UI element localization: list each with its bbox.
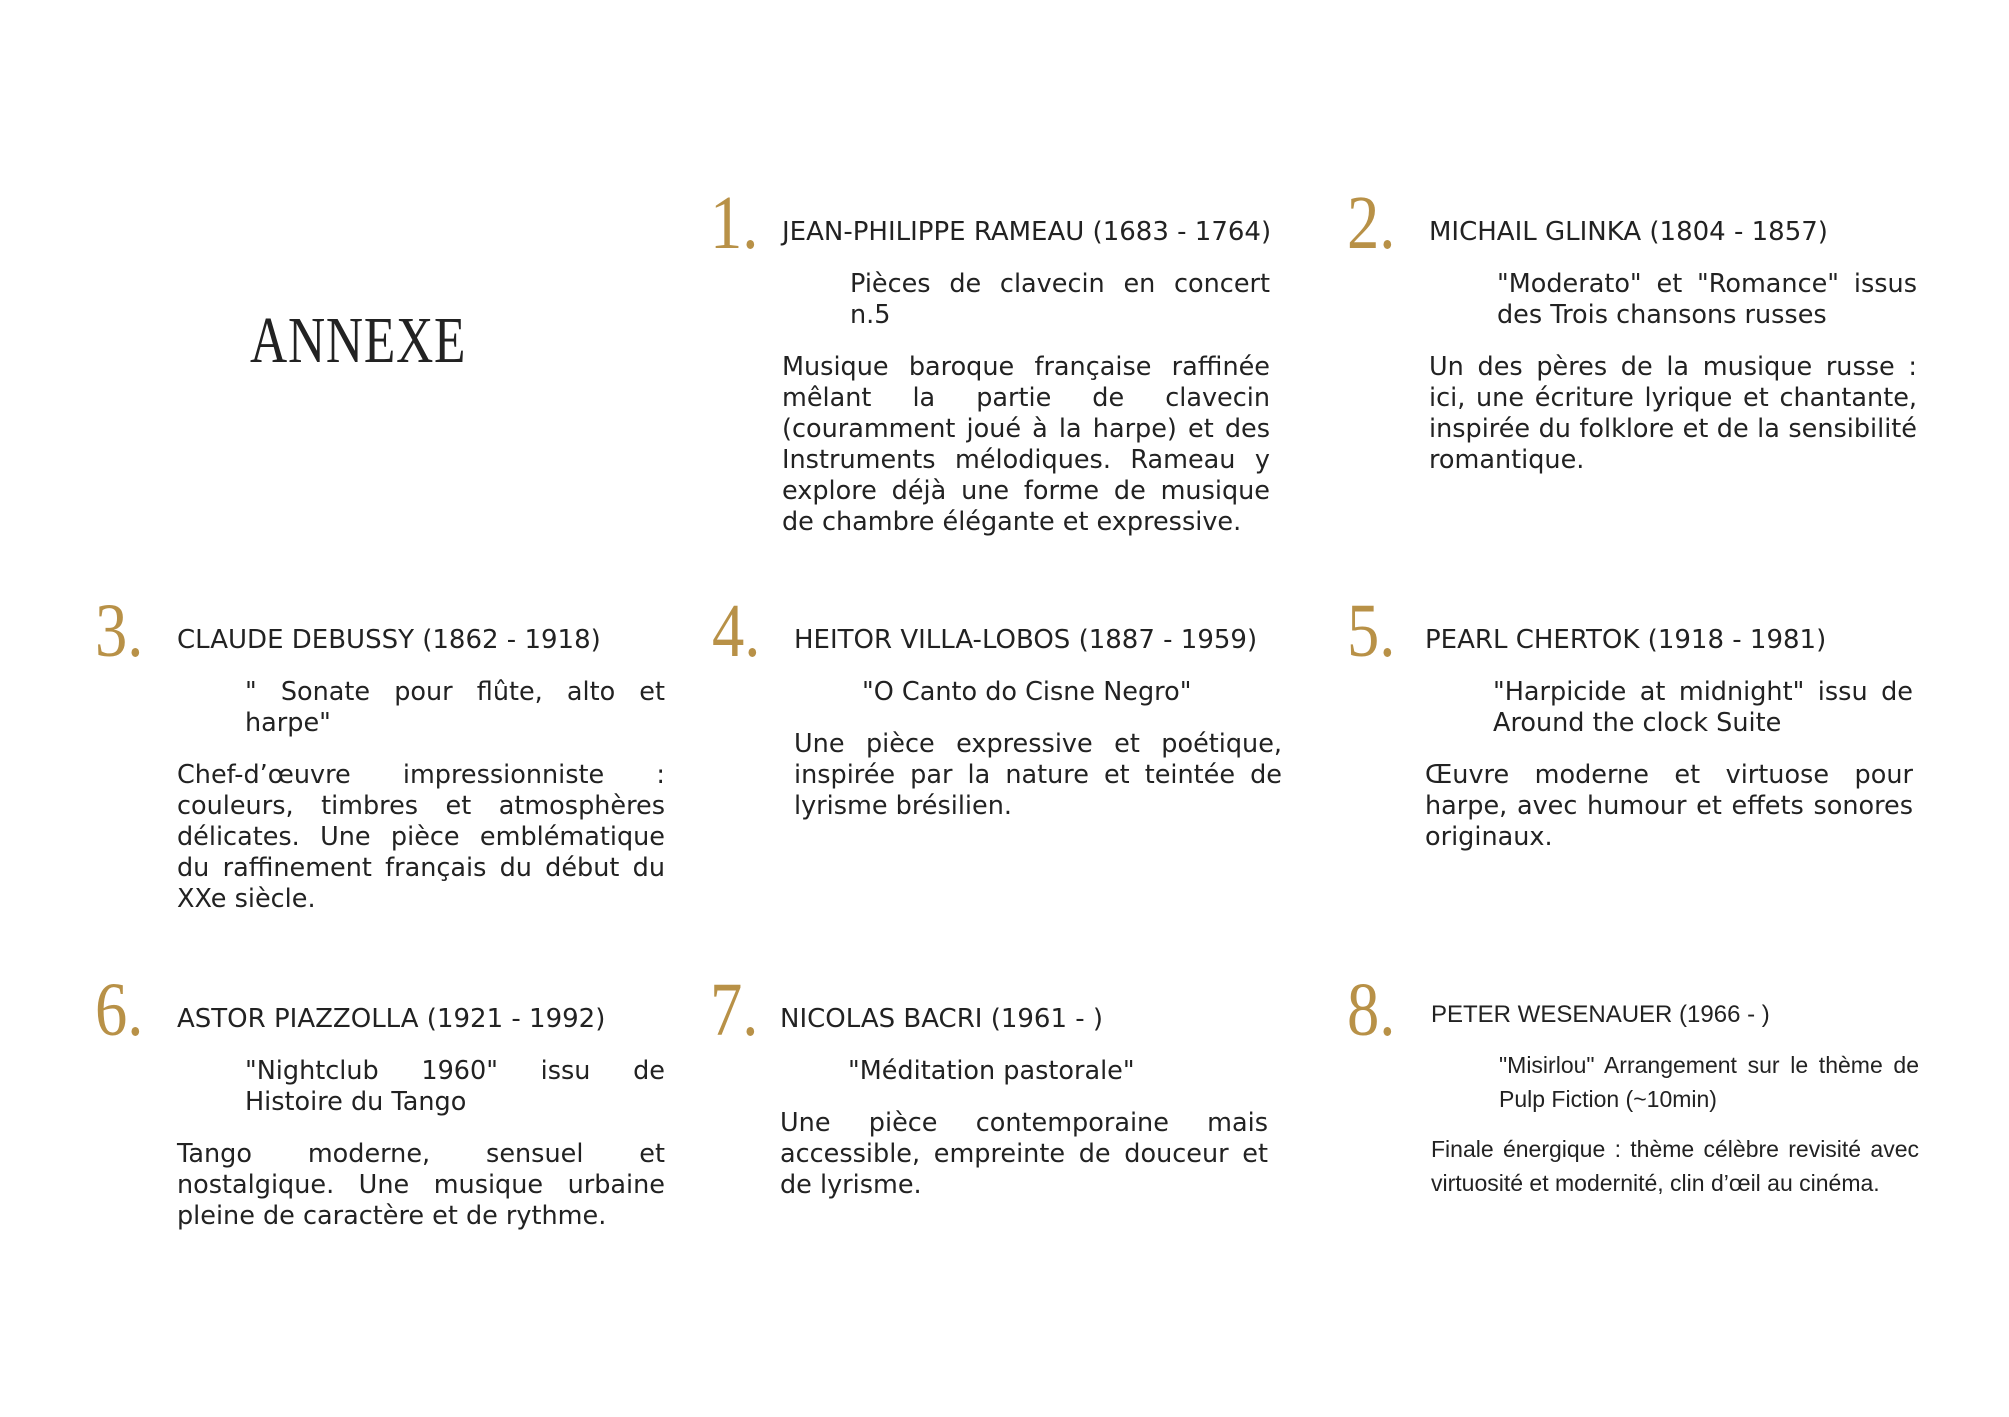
work-description: Musique baroque française raffinée mêlant la partie de clavecin (couramment joué à la harpe) et des Instruments mélodiques. Rameau y explore déjà une forme de musique de chambre élégante et expressive. xyxy=(782,352,1270,537)
work-description: Un des pères de la musique russe : ici, une écriture lyrique et chantante, inspirée du folklore et de la sensibilité romantique. xyxy=(1429,352,1917,475)
program-entry-7 xyxy=(710,968,1350,1292)
program-entry-8 xyxy=(1347,968,1987,1292)
work-title: "Misirlou" Arrangement sur le thème de Pulp Fiction (~10min) xyxy=(1499,1052,1919,1112)
composer-name: HEITOR VILLA-LOBOS (1887 - 1959) xyxy=(794,625,1258,655)
program-entry-5 xyxy=(1347,589,1987,913)
entry-content xyxy=(177,623,665,915)
entry-number: 5. xyxy=(1347,589,1396,673)
program-entry-6 xyxy=(95,968,735,1292)
work-description: Œuvre moderne et virtuose pour harpe, avec humour et effets sonores originaux. xyxy=(1425,760,1913,852)
composer-name: ASTOR PIAZZOLLA (1921 - 1992) xyxy=(177,1004,606,1034)
entry-content xyxy=(1425,623,1913,853)
entry-content xyxy=(1431,998,1919,1200)
entry-content xyxy=(177,1002,665,1232)
work-title: "Moderato" et "Romance" issus des Trois chansons russes xyxy=(1497,269,1917,330)
work-title: "Méditation pastorale" xyxy=(848,1056,1135,1086)
entry-number: 7. xyxy=(710,968,759,1052)
work-description: Chef-d’œuvre impressionniste : couleurs, timbres et atmosphères délicates. Une pièce emblématique du raffinement français du début du XXe siècle. xyxy=(177,760,665,914)
program-entry-3 xyxy=(95,589,735,914)
work-title: "O Canto do Cisne Negro" xyxy=(862,677,1192,707)
entry-content xyxy=(1429,215,1917,476)
entry-number: 2. xyxy=(1347,181,1396,265)
composer-name: PETER WESENAUER (1966 - ) xyxy=(1431,1001,1770,1028)
entry-number: 6. xyxy=(95,968,144,1052)
work-description: Une pièce expressive et poétique, inspirée par la nature et teintée de lyrisme brésilien. xyxy=(794,729,1282,821)
entry-content xyxy=(780,1002,1268,1201)
page-title: ANNEXE xyxy=(250,304,467,377)
entry-number: 4. xyxy=(712,589,761,673)
composer-name: MICHAIL GLINKA (1804 - 1857) xyxy=(1429,217,1828,247)
entry-number: 3. xyxy=(95,589,144,673)
composer-name: PEARL CHERTOK (1918 - 1981) xyxy=(1425,625,1827,655)
composer-name: NICOLAS BACRI (1961 - ) xyxy=(780,1004,1104,1034)
entry-number: 1. xyxy=(710,181,759,265)
work-title: " Sonate pour flûte, alto et harpe" xyxy=(245,677,665,738)
work-title: "Nightclub 1960" issu de Histoire du Tango xyxy=(245,1056,665,1117)
program-entry-2 xyxy=(1347,181,1987,505)
composer-name: CLAUDE DEBUSSY (1862 - 1918) xyxy=(177,625,601,655)
program-entry-1 xyxy=(710,181,1350,537)
entry-content xyxy=(794,623,1282,822)
composer-name: JEAN-PHILIPPE RAMEAU (1683 - 1764) xyxy=(782,217,1272,247)
work-title: Pièces de clavecin en concert n.5 xyxy=(850,269,1270,330)
program-entry-4 xyxy=(712,589,1352,913)
entry-number: 8. xyxy=(1347,968,1396,1052)
work-title: "Harpicide at midnight" issu de Around the clock Suite xyxy=(1493,677,1913,738)
work-description: Tango moderne, sensuel et nostalgique. Une musique urbaine pleine de caractère et de rythme. xyxy=(177,1139,665,1231)
work-description: Une pièce contemporaine mais accessible, empreinte de douceur et de lyrisme. xyxy=(780,1108,1268,1200)
entry-content xyxy=(782,215,1270,538)
work-description: Finale énergique : thème célèbre revisité avec virtuosité et modernité, clin d’œil au cinéma. xyxy=(1431,1136,1919,1196)
